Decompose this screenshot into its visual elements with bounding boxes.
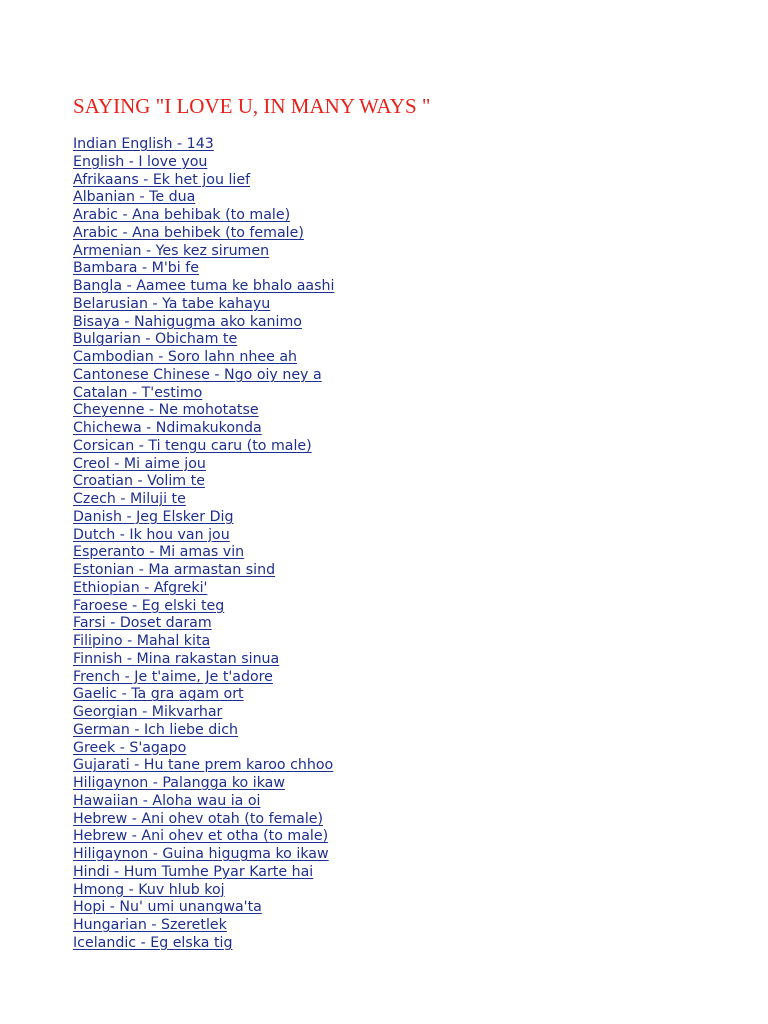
list-item: [73, 206, 334, 224]
list-item: [73, 668, 334, 686]
list-item: [73, 597, 334, 615]
list-item: [73, 650, 334, 668]
phrase-link[interactable]: Hindi - Hum Tumhe Pyar Karte hai: [73, 863, 314, 880]
phrase-link[interactable]: Gujarati - Hu tane prem karoo chhoo: [73, 757, 334, 774]
phrase-link[interactable]: Afrikaans - Ek het jou lief: [73, 171, 251, 188]
list-item: [73, 259, 334, 277]
phrase-link[interactable]: Finnish - Mina rakastan sinua: [73, 650, 280, 667]
list-item: [73, 792, 334, 810]
list-item: [73, 472, 334, 490]
phrase-link[interactable]: English - I love you: [73, 153, 208, 170]
phrase-link[interactable]: Corsican - Ti tengu caru (to male): [73, 437, 312, 454]
list-item: [73, 437, 334, 455]
list-item: [73, 543, 334, 561]
list-item: [73, 419, 334, 437]
phrase-link[interactable]: Arabic - Ana behibak (to male): [73, 207, 291, 223]
list-item: [73, 881, 334, 899]
list-item: [73, 526, 334, 544]
list-item: [73, 242, 334, 260]
phrase-link[interactable]: Hiligaynon - Palangga ko ikaw: [73, 775, 285, 791]
phrase-link[interactable]: Dutch - Ik hou van jou: [73, 526, 230, 543]
list-item: [73, 135, 334, 153]
list-item: [73, 330, 334, 348]
list-item: [73, 277, 334, 295]
phrase-link[interactable]: Bangla - Aamee tuma ke bhalo aashi: [73, 278, 335, 294]
list-item: [73, 508, 334, 526]
list-item: [73, 561, 334, 579]
phrase-link[interactable]: Hungarian - Szeretlek: [73, 917, 227, 933]
phrase-link[interactable]: Ethiopian - Afgreki': [73, 579, 208, 596]
phrase-link[interactable]: Farsi - Doset daram: [73, 615, 212, 632]
phrase-link[interactable]: Chichewa - Ndimakukonda: [73, 420, 262, 436]
list-item: [73, 810, 334, 828]
phrase-link[interactable]: Cambodian - Soro lahn nhee ah: [73, 349, 298, 365]
phrase-link[interactable]: Hawaiian - Aloha wau ia oi: [73, 792, 261, 809]
phrase-link[interactable]: Arabic - Ana behibek (to female): [73, 224, 304, 241]
phrase-link[interactable]: Creol - Mi aime jou: [73, 455, 206, 472]
phrase-link[interactable]: Icelandic - Eg elska tig: [73, 934, 233, 951]
list-item: [73, 401, 334, 419]
list-item: [73, 916, 334, 934]
phrase-link[interactable]: Bulgarian - Obicham te: [73, 331, 238, 348]
phrase-link[interactable]: Faroese - Eg elski teg: [73, 597, 225, 614]
list-item: [73, 739, 334, 757]
phrase-link[interactable]: Estonian - Ma armastan sind: [73, 562, 276, 578]
phrase-link[interactable]: Danish - Jeg Elsker Dig: [73, 508, 234, 525]
phrase-list: [73, 135, 334, 952]
phrase-link[interactable]: Esperanto - Mi amas vin: [73, 544, 245, 561]
list-item: [73, 153, 334, 171]
phrase-link[interactable]: French - Je t'aime, Je t'adore: [73, 668, 273, 685]
phrase-link[interactable]: Catalan - T'estimo: [73, 384, 203, 401]
list-item: [73, 774, 334, 792]
phrase-link[interactable]: Albanian - Te dua: [73, 189, 196, 206]
phrase-link[interactable]: Bambara - M'bi fe: [73, 260, 199, 277]
phrase-link[interactable]: Hiligaynon - Guina higugma ko ikaw: [73, 846, 329, 862]
phrase-link[interactable]: Hebrew - Ani ohev et otha (to male): [73, 828, 329, 845]
list-item: [73, 845, 334, 863]
phrase-link[interactable]: German - Ich liebe dich: [73, 721, 239, 738]
phrase-link[interactable]: Hebrew - Ani ohev otah (to female): [73, 810, 324, 827]
list-item: [73, 863, 334, 881]
list-item: [73, 455, 334, 473]
list-item: [73, 295, 334, 313]
phrase-link[interactable]: Cheyenne - Ne mohotatse: [73, 402, 259, 419]
list-item: [73, 614, 334, 632]
list-item: [73, 934, 334, 952]
phrase-link[interactable]: Hopi - Nu' umi unangwa'ta: [73, 899, 262, 916]
list-item: [73, 366, 334, 384]
phrase-link[interactable]: Croatian - Volim te: [73, 473, 205, 490]
phrase-link[interactable]: Belarusian - Ya tabe kahayu: [73, 295, 271, 312]
phrase-link[interactable]: Armenian - Yes kez sirumen: [73, 242, 270, 259]
phrase-link[interactable]: Filipino - Mahal kita: [73, 633, 211, 649]
phrase-link[interactable]: Indian English - 143: [73, 136, 214, 152]
list-item: [73, 756, 334, 774]
list-item: [73, 224, 334, 242]
phrase-link[interactable]: Greek - S'agapo: [73, 739, 187, 756]
list-item: [73, 721, 334, 739]
list-item: [73, 384, 334, 402]
list-item: [73, 898, 334, 916]
phrase-link[interactable]: Czech - Miluji te: [73, 491, 186, 507]
phrase-link[interactable]: Cantonese Chinese - Ngo oiy ney a: [73, 366, 322, 383]
phrase-link[interactable]: Gaelic - Ta gra agam ort: [73, 686, 244, 703]
list-item: [73, 490, 334, 508]
list-item: [73, 171, 334, 189]
list-item: [73, 685, 334, 703]
list-item: [73, 579, 334, 597]
phrase-link[interactable]: Georgian - Mikvarhar: [73, 704, 223, 720]
list-item: [73, 348, 334, 366]
phrase-link[interactable]: Hmong - Kuv hlub koj: [73, 881, 225, 898]
list-item: [73, 313, 334, 331]
list-item: [73, 188, 334, 206]
page-title: SAYING "I LOVE U, IN MANY WAYS ": [73, 94, 431, 118]
list-item: [73, 703, 334, 721]
list-item: [73, 632, 334, 650]
list-item: [73, 827, 334, 845]
phrase-link[interactable]: Bisaya - Nahigugma ako kanimo: [73, 313, 302, 330]
